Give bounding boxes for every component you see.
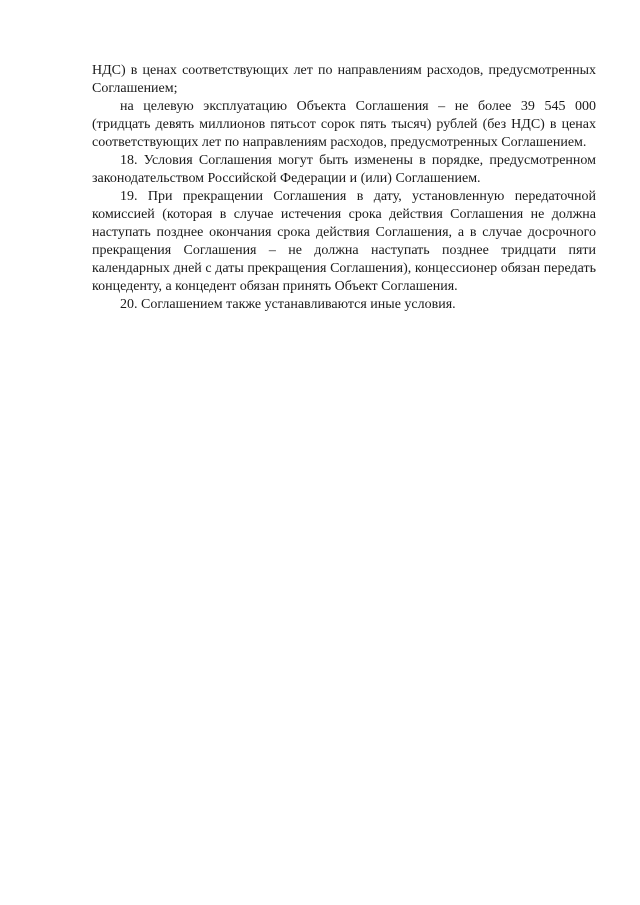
paragraph-clause-20: 20. Соглашением также устанавливаются иные условия. [120,297,456,312]
paragraph-operation-costs: на целевую эксплуатацию Объекта Соглашения – не более 39 545 000 (тридцать девять миллионов пятьсот сорок пять тысяч) рублей (без НДС) в ценах соответствующих лет по направлениям расходов, предусмотренных Соглашением. [92,99,596,150]
document-page [92,62,596,314]
paragraph-clause-19: 19. При прекращении Соглашения в дату, установленную передаточной комиссией (которая в случае истечения срока действия Соглашения не должна наступать позднее окончания срока действия Соглашения, а в случае досрочного прекращения Соглашения – не должна наступать позднее тридцати пяти календарных дней с даты прекращения Соглашения), концессионер обязан передать концеденту, а концедент обязан принять Объект Соглашения. [92,189,596,294]
paragraph-continuation: НДС) в ценах соответствующих лет по направлениям расходов, предусмотренных Соглашением; [92,63,596,96]
paragraph-clause-18: 18. Условия Соглашения могут быть изменены в порядке, предусмотренном законодательством Российской Федерации и (или) Соглашением. [92,153,596,186]
